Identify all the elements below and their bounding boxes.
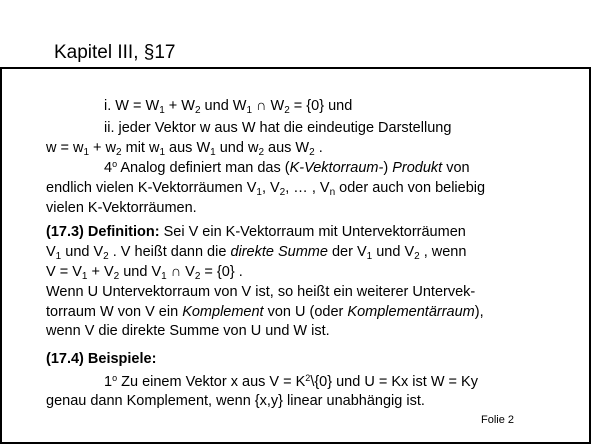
text-line-i: i. $W = W_1 + W_2$ und $W_1$ ∩ $W_2 = \{0\}$ und [104, 98, 353, 116]
slide-number: Folie 2 [481, 414, 515, 426]
text-line-v-sum: $V = V_1 + V_2$ und $V_1$ ∩ $V_2 = \{0\}$ . [46, 264, 243, 282]
page-title: Kapitel III, §17 [54, 42, 176, 63]
text-line-wenn-v: wenn V die direkte Summe von U und W ist. [46, 323, 330, 339]
examples-heading: (17.4) Beispiele: [46, 351, 157, 367]
text-line-example-1: 1$^o$ Zu einem Vektor x aus $V = K^2\backslash\{0\}$ und U = Kx ist W = Ky [104, 373, 478, 390]
text-line-komplement: torraum W von V ein Komplement von U (oder Komplementärraum), [46, 304, 484, 320]
text-line-ii: ii. jeder Vektor w aus W hat die eindeutige Darstellung [104, 120, 452, 136]
text-line-direkte-summe: $V_1$ und $V_2$ . V heißt dann die direkte Summe der $V_1$ und $V_2$ , wenn [46, 244, 467, 262]
text-line-analog: 4$^o$ Analog definiert man das (K-Vektorraum-) Produkt von [104, 159, 470, 176]
text-line-wenn-u: Wenn U Untervektorraum von V ist, so heißt ein weiterer Untervek- [46, 284, 476, 300]
text-line-representation: $w = w_1 + w_2$ mit $w_1$ aus $W_1$ und $w_2$ aus $W_2$ . [46, 140, 323, 158]
text-line-genau: genau dann Komplement, wenn {x,y} linear unabhängig ist. [46, 393, 425, 409]
text-line-endlich: endlich vielen K-Vektorräumen $V_1$, $V_2$, … , $V_n$ oder auch von beliebig [46, 180, 486, 198]
text-line-vielen: vielen K-Vektorräumen. [46, 200, 197, 216]
definition-heading: (17.3) Definition: Sei V ein K-Vektorraum mit Untervektorräumen [46, 224, 466, 240]
